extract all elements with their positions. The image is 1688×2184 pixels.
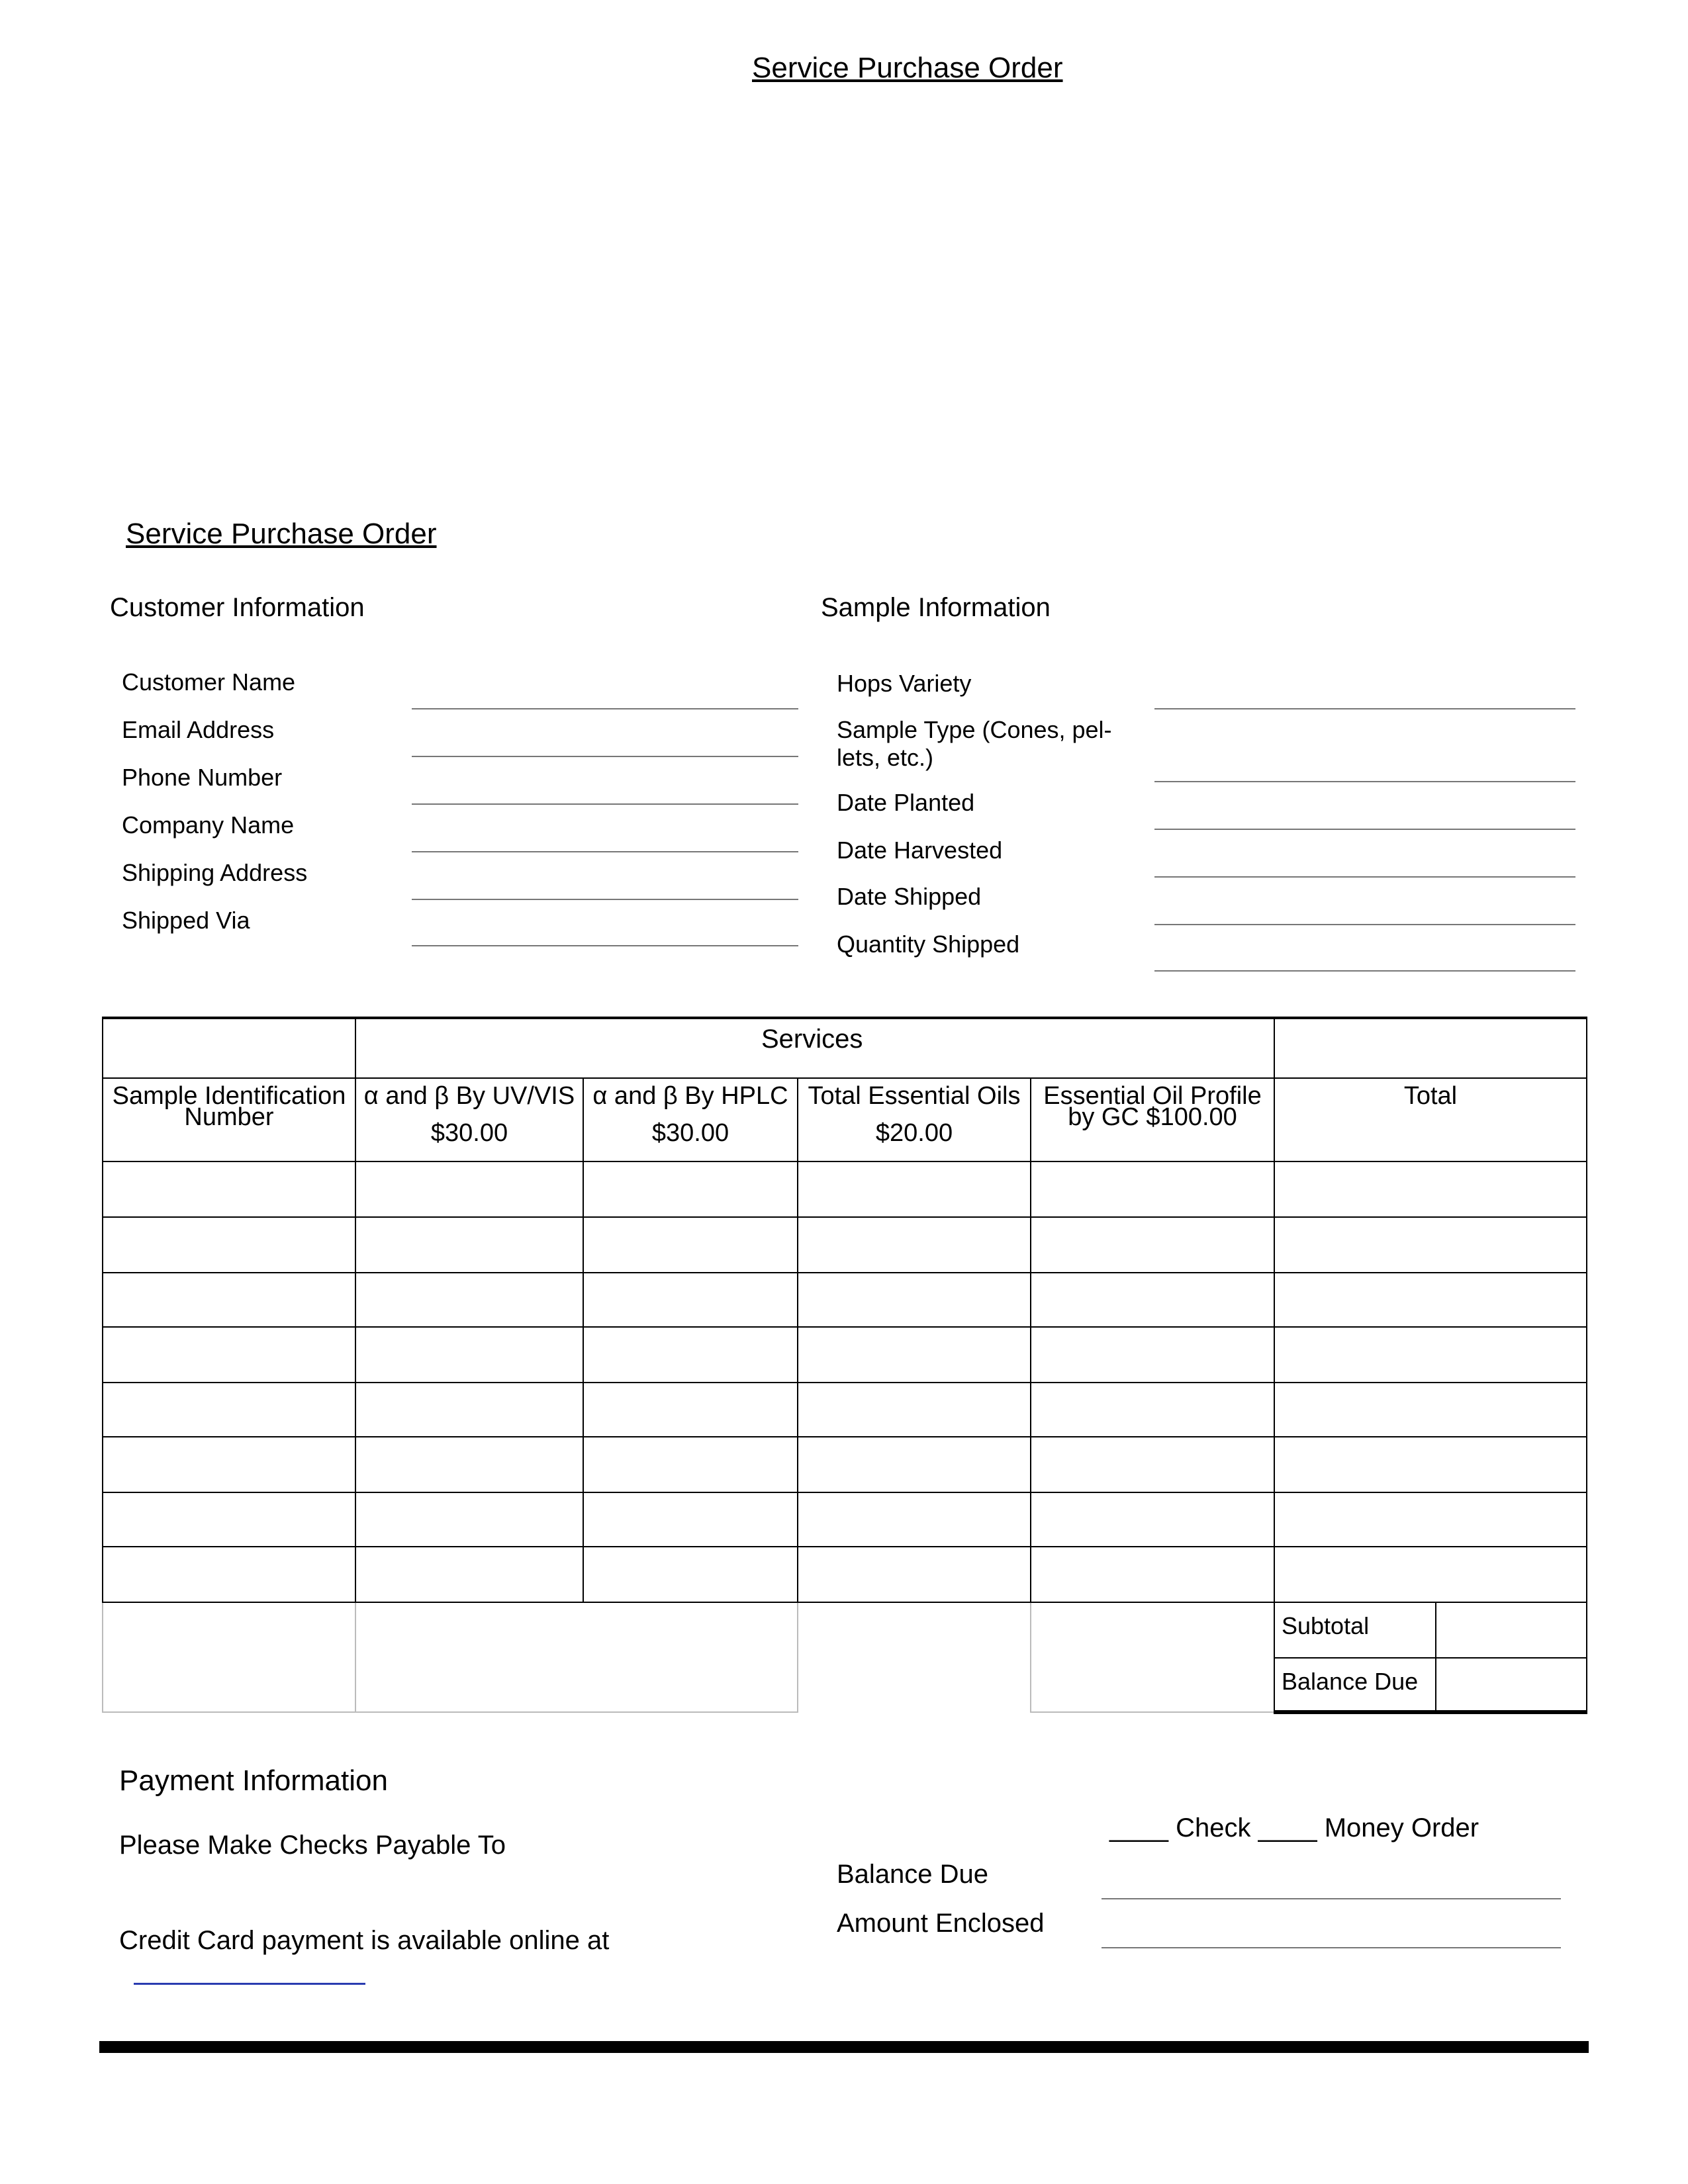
date-planted-field[interactable]	[1154, 829, 1575, 830]
services-header: Services	[761, 1024, 863, 1054]
phone-number-field[interactable]	[412, 803, 798, 805]
shipping-address-field[interactable]	[412, 899, 798, 900]
col-sample-id-header: Sample Identification Number	[112, 1082, 346, 1131]
quantity-shipped-label: Quantity Shipped	[837, 931, 1020, 958]
date-shipped-label: Date Shipped	[837, 883, 982, 910]
shipped-via-label: Shipped Via	[122, 907, 250, 934]
col-hplc-header: α and β By HPLC $30.00	[592, 1082, 788, 1147]
col-total-header: Total	[1403, 1082, 1458, 1110]
date-harvested-label: Date Harvested	[837, 837, 1003, 864]
amount-enclosed-label: Amount Enclosed	[837, 1909, 1045, 1938]
shipping-address-label: Shipping Address	[122, 859, 308, 886]
quantity-shipped-field[interactable]	[1154, 970, 1575, 972]
sample-type-label-cont: lets, etc.)	[837, 744, 934, 771]
balance-due-label: Balance Due	[1282, 1668, 1419, 1695]
page-title: Service Purchase Order	[752, 52, 1063, 84]
payment-balance-due-label: Balance Due	[837, 1860, 989, 1889]
customer-name-field[interactable]	[412, 708, 798, 709]
phone-number-label: Phone Number	[122, 764, 283, 791]
sample-type-label: Sample Type (Cones, pel-	[837, 716, 1112, 743]
form-title: Service Purchase Order	[126, 518, 437, 550]
bottom-divider	[99, 2041, 1589, 2053]
sample-info-heading: Sample Information	[821, 593, 1051, 622]
checks-payable-text: Please Make Checks Payable To	[119, 1831, 506, 1860]
col-uvvis-header: α and β By UV/VIS $30.00	[363, 1082, 575, 1147]
email-address-field[interactable]	[412, 756, 798, 757]
col-oil-profile-header: Essential Oil Profile by GC $100.00	[1043, 1082, 1262, 1131]
company-name-label: Company Name	[122, 811, 295, 839]
customer-name-label: Customer Name	[122, 668, 296, 696]
credit-card-text: Credit Card payment is available online at	[119, 1926, 610, 1955]
date-planted-label: Date Planted	[837, 789, 975, 816]
shipped-via-field[interactable]	[412, 945, 798, 946]
subtotal-label: Subtotal	[1282, 1612, 1370, 1639]
email-address-label: Email Address	[122, 716, 275, 743]
company-name-field[interactable]	[412, 851, 798, 852]
hops-variety-label: Hops Variety	[837, 670, 972, 697]
payment-method-line: ____ Check ____ Money Order	[1109, 1813, 1479, 1843]
date-harvested-field[interactable]	[1154, 876, 1575, 878]
date-shipped-field[interactable]	[1154, 924, 1575, 925]
payment-balance-due-field[interactable]	[1102, 1898, 1561, 1899]
customer-info-heading: Customer Information	[110, 593, 365, 622]
payment-link[interactable]	[134, 1983, 365, 1985]
payment-info-heading: Payment Information	[119, 1764, 388, 1797]
hops-variety-field[interactable]	[1154, 708, 1575, 709]
amount-enclosed-field[interactable]	[1102, 1947, 1561, 1948]
sample-type-field[interactable]	[1154, 781, 1575, 782]
col-total-oils-header: Total Essential Oils $20.00	[808, 1082, 1021, 1147]
